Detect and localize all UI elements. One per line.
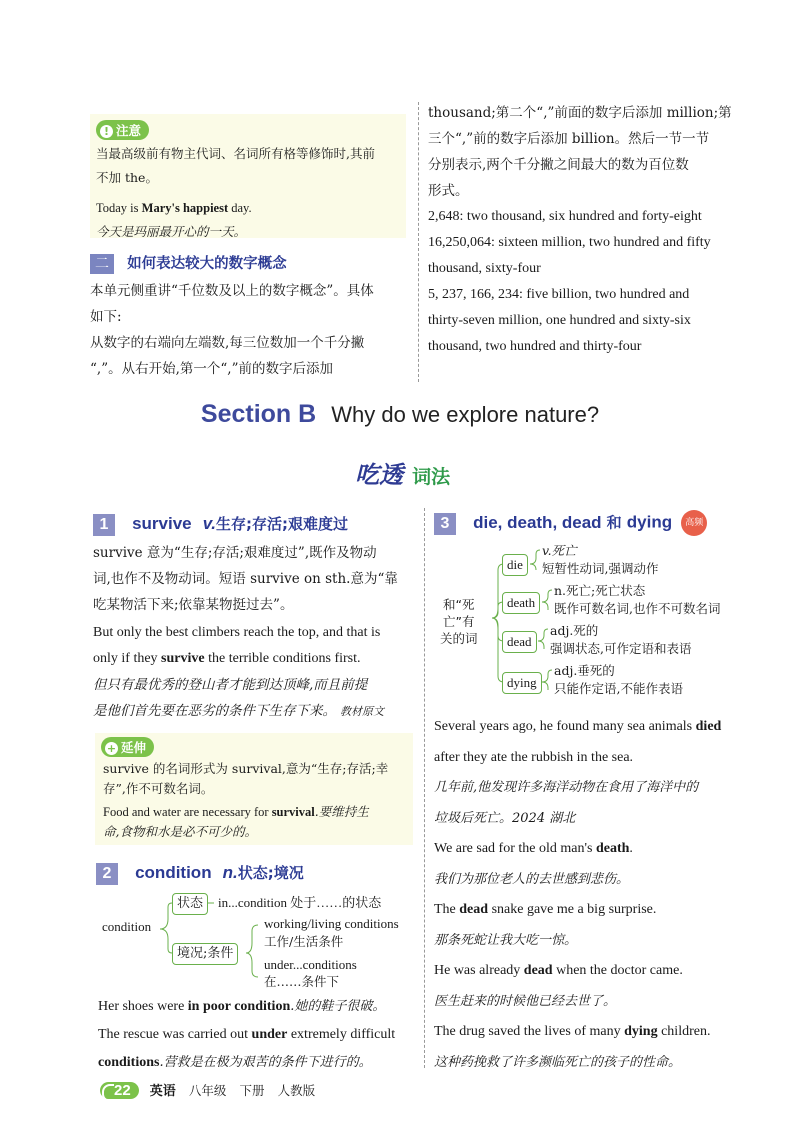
- extension-line: 存”,作不可数名词。: [103, 781, 214, 796]
- footer-grade: 八年级: [188, 1083, 227, 1098]
- para-line: 本单元侧重讲“千位数及以上的数字概念”。具体: [90, 283, 374, 299]
- para-line: 分别表示,两个千分撇之间最大的数为百位数: [428, 157, 689, 173]
- mindmap-node-die: die: [502, 554, 528, 576]
- footer-edition: 人教版: [277, 1083, 316, 1098]
- mindmap-text: 工作/生活条件: [264, 934, 344, 949]
- example-cn: 我们为那位老人的去世感到悲伤。: [434, 871, 630, 887]
- banner-text: 词法: [412, 466, 451, 488]
- section2-header: [90, 252, 287, 274]
- example-line: 16,250,064: sixteen million, two hundred and fifty: [428, 235, 711, 250]
- item2-number: 2: [96, 863, 118, 885]
- example-cn: 垃圾后死亡。2024 湖北: [434, 810, 576, 826]
- example-line: The dead snake gave me a big surprise.: [434, 902, 657, 917]
- mindmap-branch-condition: 境况;条件: [172, 943, 238, 965]
- item2-header: [96, 862, 304, 885]
- section2-title: 如何表达较大的数字概念: [127, 256, 287, 272]
- example-cn: 医生赶来的时候他已经去世了。: [434, 993, 617, 1009]
- example-cn: 这种药挽救了许多濒临死亡的孩子的性命。: [434, 1054, 682, 1070]
- banner: [355, 455, 450, 490]
- mindmap-node-dead: dead: [502, 631, 537, 653]
- example-line: The drug saved the lives of many dying children.: [434, 1024, 711, 1039]
- example-line: He was already dead when the doctor came.: [434, 963, 683, 978]
- page-number: 22: [100, 1082, 139, 1099]
- note-line: 不加 the。: [96, 170, 158, 185]
- example-line: But only the best climbers reach the top, and that is: [93, 625, 381, 640]
- condition-mindmap: [98, 893, 418, 995]
- extension-example: Food and water are necessary for survival.要维持生: [103, 804, 369, 819]
- mindmap-text: 只能作定语,不能作表语: [554, 681, 683, 696]
- para-line: 如下:: [90, 309, 122, 325]
- item3-and: 和: [606, 513, 622, 532]
- section-heading: [0, 400, 800, 429]
- example-line: Several years ago, he found many sea animals died: [434, 719, 722, 734]
- section-label: Section B: [200, 400, 317, 428]
- mindmap-text: v.死亡: [542, 543, 577, 558]
- item1-word: survive: [132, 514, 192, 533]
- para-line: “,”。从右开始,第一个“,”前的数字后添加: [90, 361, 333, 377]
- column-divider: [424, 508, 425, 1068]
- note-example: Today is Mary's happiest day.: [96, 201, 252, 215]
- footer-subject: 英语: [149, 1084, 176, 1099]
- item2-word: condition: [135, 863, 212, 882]
- item2-meaning: 状态;境况: [237, 864, 304, 882]
- example-line: thousand, two hundred and thirty-four: [428, 339, 642, 354]
- example-line: Her shoes were in poor condition.她的鞋子很破。: [98, 999, 386, 1014]
- column-divider: [418, 102, 419, 382]
- death-mindmap: [434, 540, 754, 700]
- mindmap-text: 在……条件下: [264, 974, 340, 989]
- mindmap-text: under...conditions: [264, 957, 357, 972]
- item3-title: die, death, dead: [473, 512, 602, 532]
- para-line: survive 意为“生存;存活;艰难度过”,既作及物动: [93, 545, 377, 561]
- mindmap-text: adj.垂死的: [554, 663, 615, 678]
- section2-number: 二: [90, 254, 114, 274]
- mindmap-text: 短暂性动词,强调动作: [542, 561, 659, 576]
- item1-header: [93, 513, 348, 536]
- high-frequency-badge: 高频: [681, 510, 707, 536]
- para-line: 吃某物活下来;依靠某物挺过去”。: [93, 597, 294, 613]
- extension-icon: +: [106, 742, 117, 755]
- exclamation-icon: !: [100, 125, 113, 138]
- example-line: 2,648: two thousand, six hundred and forty-eight: [428, 209, 702, 224]
- para-line: 词,也作不及物动词。短语 survive on sth.意为“靠: [93, 571, 398, 587]
- source-tag: 教材原文: [340, 705, 384, 718]
- para-line: 三个“,”前的数字后添加 billion。然后一节一节: [428, 131, 710, 147]
- mindmap-branch-state: 状态: [172, 893, 208, 915]
- note-example-cn: 今天是玛丽最开心的一天。: [96, 224, 247, 239]
- mindmap-text: 强调状态,可作定语和表语: [550, 641, 692, 656]
- para-line: thousand;第二个“,”前面的数字后添加 million;第: [428, 105, 732, 121]
- mindmap-branch-state-text: in...condition 处于……的状态: [218, 895, 382, 910]
- section-question: Why do we explore nature?: [331, 402, 600, 427]
- mindmap-text: 既作可数名词,也作不可数名词: [554, 601, 721, 616]
- mindmap-text: adj.死的: [550, 623, 599, 638]
- note-box: [90, 114, 406, 238]
- example-line: only if they survive the terrible conditions first.: [93, 651, 361, 666]
- example-cn: 几年前,他发现许多海洋动物在食用了海洋中的: [434, 780, 699, 795]
- example-line: 5, 237, 166, 234: five billion, two hundred and: [428, 287, 690, 302]
- para-line: 从数字的右端向左端数,每三位数加一个千分撇: [90, 335, 365, 351]
- item3-number: 3: [434, 513, 456, 535]
- para-line: 形式。: [428, 183, 469, 199]
- example-line: thousand, sixty-four: [428, 261, 541, 276]
- mindmap-node-death: death: [502, 592, 540, 614]
- note-line: 当最高级前有物主代词、名词所有格等修饰时,其前: [96, 146, 375, 161]
- item1-meaning: 生存;存活;艰难度过: [215, 515, 348, 533]
- item1-pos: v.: [202, 514, 216, 533]
- example-line: conditions.营救是在极为艰苦的条件下进行的。: [98, 1055, 372, 1070]
- page-curve-icon: [102, 1084, 114, 1102]
- extension-box: [95, 733, 413, 845]
- footer-volume: 下册: [239, 1083, 265, 1098]
- extension-line: survive 的名词形式为 survival,意为“生存;存活;幸: [103, 761, 389, 776]
- extension-example-cn: 命,食物和水是必不可少的。: [103, 824, 257, 839]
- item1-number: 1: [93, 514, 115, 536]
- example-cn: 但只有最优秀的登山者才能到达顶峰,而且前提: [93, 677, 368, 693]
- mindmap-root: 和“死 亡”有 关的词: [440, 597, 478, 646]
- mindmap-root: condition: [102, 919, 152, 934]
- example-cn: 是他们首先要在恶劣的条件下生存下来。 教材原文: [93, 703, 384, 719]
- footer: [100, 1080, 315, 1099]
- note-tag: ! 注意: [96, 120, 149, 140]
- example-line: thirty-seven million, one hundred and sixty-six: [428, 313, 691, 328]
- item3-header: [434, 510, 707, 536]
- example-line: We are sad for the old man's death.: [434, 841, 633, 856]
- item3-title-end: dying: [626, 512, 673, 532]
- example-cn: 那条死蛇让我大吃一惊。: [434, 932, 578, 948]
- item2-pos: n.: [222, 863, 238, 882]
- mindmap-text: working/living conditions: [264, 916, 399, 931]
- banner-art: 吃透: [355, 460, 403, 489]
- example-line: after they ate the rubbish in the sea.: [434, 749, 634, 765]
- example-line: The rescue was carried out under extremely difficult: [98, 1027, 396, 1042]
- extension-tag: + 延伸: [101, 737, 154, 757]
- mindmap-node-dying: dying: [502, 672, 542, 694]
- mindmap-text: n.死亡;死亡状态: [554, 583, 646, 598]
